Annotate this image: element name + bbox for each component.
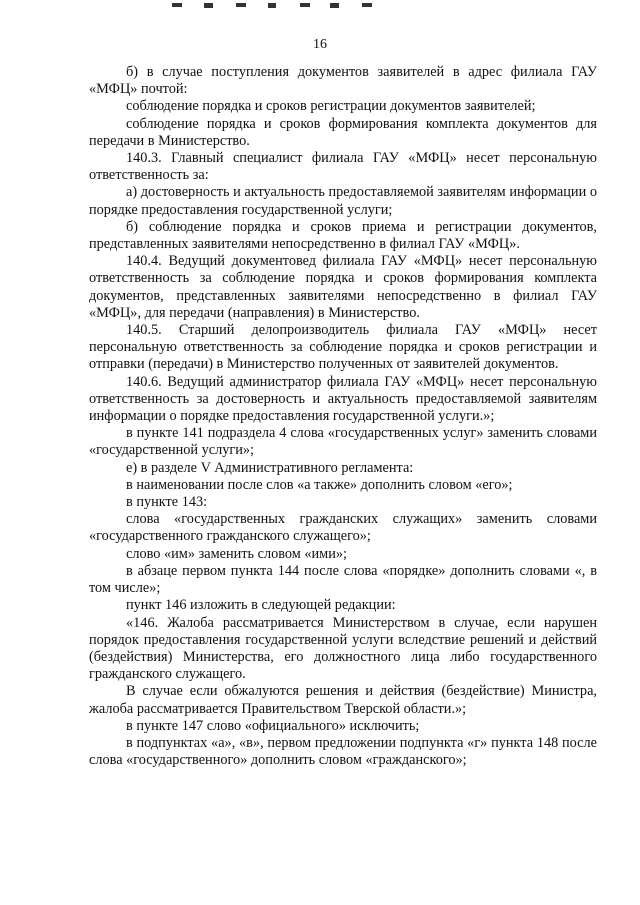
paragraph: В случае если обжалуются решения и действия (бездействие) Министра, жалоба рассматривается Правительством Тверской области.»; <box>89 683 597 717</box>
document-body <box>89 64 597 769</box>
paragraph: «146. Жалоба рассматривается Министерством в случае, если нарушен порядок предоставления государственной услуги вследствие решений и действий (бездействия) Министерства, его должностного лица либо государственного гражданского служащего. <box>89 614 597 683</box>
paragraph: б) в случае поступления документов заявителей в адрес филиала ГАУ «МФЦ» почтой: <box>89 64 597 98</box>
paragraph: пункт 146 изложить в следующей редакции: <box>126 597 396 614</box>
paragraph: слова «государственных гражданских служащих» заменить словами «государственного гражданского служащего»; <box>89 511 597 545</box>
scan-top-edge-marks <box>0 0 640 10</box>
paragraph: в пункте 143: <box>126 494 208 511</box>
paragraph: 140.3. Главный специалист филиала ГАУ «МФЦ» несет персональную ответственность за: <box>89 150 597 184</box>
page-number: 16 <box>313 37 327 52</box>
paragraph: е) в разделе V Административного регламента: <box>126 459 414 476</box>
paragraph: соблюдение порядка и сроков регистрации документов заявителей; <box>126 98 536 115</box>
paragraph: б) соблюдение порядка и сроков приема и регистрации документов, представленных заявителями непосредственно в филиал ГАУ «МФЦ». <box>89 218 597 253</box>
scan-artifact-icon <box>0 3 640 13</box>
paragraph: 140.4. Ведущий документовед филиала ГАУ «МФЦ» несет персональную ответственность за соблюдение порядка и сроков формирования комплекта документов, представленных заявителями непосредственно в филиал ГАУ «МФЦ», для передачи (направления) в Министерство. <box>89 253 597 321</box>
paragraph: в подпунктах «а», «в», первом предложении подпункта «г» пункта 148 после слова «государственного» дополнить словом «гражданского»; <box>89 734 597 769</box>
paragraph: а) достоверность и актуальность предоставляемой заявителям информации о порядке предоставления государственной услуги; <box>89 184 597 218</box>
paragraph: в пункте 147 слово «официального» исключить; <box>126 717 420 734</box>
paragraph: в пункте 141 подраздела 4 слова «государственных услуг» заменить словами «государственной услуги»; <box>89 425 597 459</box>
paragraph: 140.6. Ведущий администратор филиала ГАУ «МФЦ» несет персональную ответственность за достоверность и актуальность предоставляемой заявителям информации о порядке предоставления государственной услуги.»; <box>89 373 597 425</box>
paragraph: соблюдение порядка и сроков формирования комплекта документов для передачи в Министерство. <box>89 115 597 149</box>
paragraph: слово «им» заменить словом «ими»; <box>126 545 348 562</box>
paragraph: 140.5. Старший делопроизводитель филиала ГАУ «МФЦ» несет персональную ответственность за соблюдение порядка и сроков регистрации и отправки (передачи) в Министерство полученных от заявителей документов. <box>89 322 597 373</box>
paragraph: в абзаце первом пункта 144 после слова «порядке» дополнить словами «, в том числе»; <box>89 562 597 597</box>
paragraph: в наименовании после слов «а также» дополнить словом «его»; <box>126 476 513 493</box>
